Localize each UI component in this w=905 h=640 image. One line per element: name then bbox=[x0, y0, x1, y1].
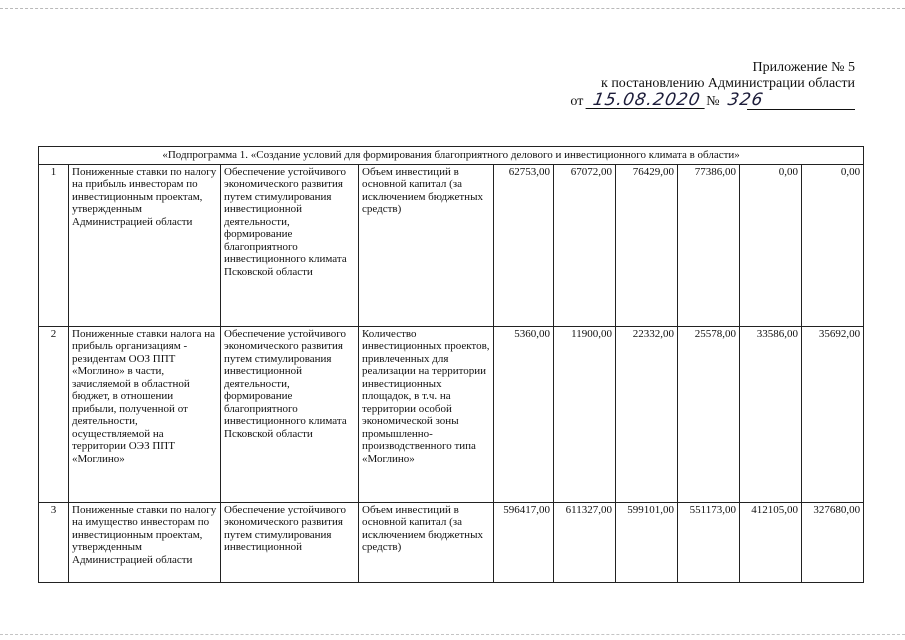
value-cell: 77386,00 bbox=[678, 164, 740, 326]
scan-edge-top bbox=[0, 8, 905, 9]
table-row bbox=[39, 164, 864, 326]
value-cell: 412105,00 bbox=[740, 502, 802, 582]
value-cell: 5360,00 bbox=[494, 326, 554, 502]
document-header bbox=[570, 60, 855, 110]
benefit-name: Пониженные ставки по налогу на имущество инвесторам по инвестиционным проектам, утвержденным Администрацией области bbox=[69, 502, 221, 582]
table-row bbox=[39, 502, 864, 582]
table-row bbox=[39, 326, 864, 502]
handwritten-number: 326 bbox=[725, 90, 765, 110]
value-cell: 611327,00 bbox=[554, 502, 616, 582]
value-cell: 327680,00 bbox=[802, 502, 864, 582]
value-cell: 0,00 bbox=[740, 164, 802, 326]
number-sign: № bbox=[706, 94, 720, 109]
row-index: 3 bbox=[39, 502, 69, 582]
benefit-goal: Обеспечение устойчивого экономического развития путем стимулирования инвестиционной bbox=[221, 502, 359, 582]
value-cell: 11900,00 bbox=[554, 326, 616, 502]
value-cell: 551173,00 bbox=[678, 502, 740, 582]
resolution-date-line bbox=[570, 92, 855, 110]
resolution-label: к постановлению Администрации области bbox=[601, 76, 855, 91]
value-cell: 62753,00 bbox=[494, 164, 554, 326]
row-index: 1 bbox=[39, 164, 69, 326]
benefit-name: Пониженные ставки налога на прибыль организациям - резидентам ООЗ ППТ «Моглино» в части, зачисляемой в областной бюджет, в отношении прибыли, полученной от деятельности, осуществляемой на территории ОЭЗ ППТ «Моглино» bbox=[69, 326, 221, 502]
value-cell: 22332,00 bbox=[616, 326, 678, 502]
program-title-row bbox=[39, 147, 864, 165]
value-cell: 25578,00 bbox=[678, 326, 740, 502]
indicator-name: Объем инвестиций в основной капитал (за исключением бюджетных средств) bbox=[359, 164, 494, 326]
row-index: 2 bbox=[39, 326, 69, 502]
indicator-name: Объем инвестиций в основной капитал (за исключением бюджетных средств) bbox=[359, 502, 494, 582]
program-title: «Подпрограмма 1. «Создание условий для формирования благоприятного делового и инвестиционного климата в области» bbox=[39, 147, 864, 165]
scan-edge-bottom bbox=[0, 634, 905, 635]
indicator-name: Количество инвестиционных проектов, привлеченных для реализации на территории инвестиционных площадок, в т.ч. на территории особой экономической зоны промышленно-производственного типа «Моглино» bbox=[359, 326, 494, 502]
value-cell: 35692,00 bbox=[802, 326, 864, 502]
tax-benefits-table bbox=[38, 146, 864, 583]
from-prefix: от bbox=[570, 94, 584, 109]
number-underline bbox=[747, 109, 855, 110]
benefit-goal: Обеспечение устойчивого экономического развития путем стимулирования инвестиционной деятельности, формирование благоприятного инвестиционного климата Псковской области bbox=[221, 164, 359, 326]
handwritten-date: 15.08.2020 bbox=[585, 92, 707, 109]
value-cell: 33586,00 bbox=[740, 326, 802, 502]
value-cell: 0,00 bbox=[802, 164, 864, 326]
value-cell: 67072,00 bbox=[554, 164, 616, 326]
value-cell: 599101,00 bbox=[616, 502, 678, 582]
benefit-goal: Обеспечение устойчивого экономического развития путем стимулирования инвестиционной деятельности, формирование благоприятного инвестиционного климата Псковской области bbox=[221, 326, 359, 502]
benefit-name: Пониженные ставки по налогу на прибыль инвесторам по инвестиционным проектам, утвержденным Администрацией области bbox=[69, 164, 221, 326]
appendix-label: Приложение № 5 bbox=[752, 60, 855, 75]
value-cell: 596417,00 bbox=[494, 502, 554, 582]
value-cell: 76429,00 bbox=[616, 164, 678, 326]
